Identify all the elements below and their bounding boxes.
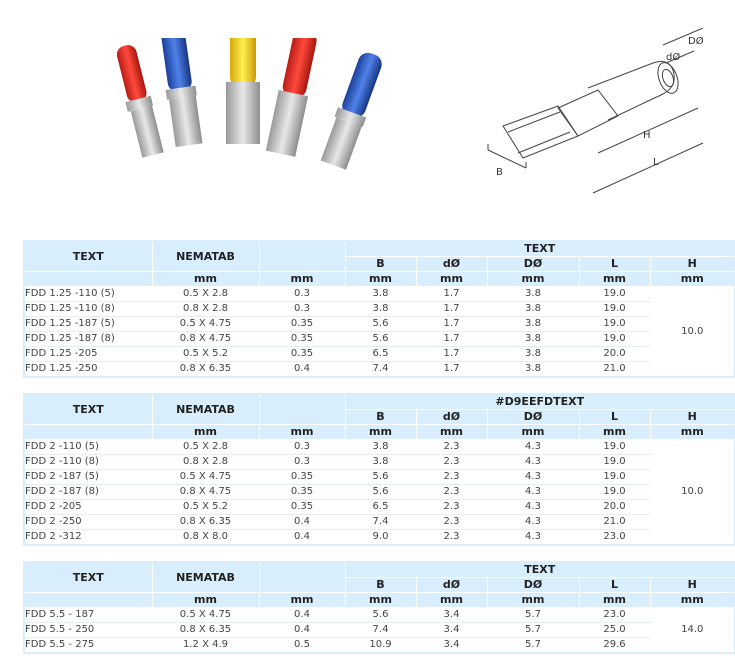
cell-nematab: 0.5 X 5.2 <box>152 500 259 515</box>
table-row <box>24 638 735 654</box>
cell-nematab: 0.8 X 6.35 <box>152 362 259 378</box>
cell-B: 5.6 <box>345 332 416 347</box>
cell-thickness: 0.3 <box>259 302 345 317</box>
unit-D: mm <box>487 593 579 608</box>
cell-L: 20.0 <box>579 347 650 362</box>
header-type: TEXT <box>24 394 152 425</box>
unit-L: mm <box>579 272 650 287</box>
cell-type: FDD 1.25 -250 <box>24 362 152 378</box>
cell-D: 4.3 <box>487 440 579 455</box>
cell-D: 3.8 <box>487 332 579 347</box>
header-d: dØ <box>416 578 487 593</box>
cell-d: 2.3 <box>416 485 487 500</box>
cell-type: FDD 2 -312 <box>24 530 152 546</box>
cell-d: 1.7 <box>416 317 487 332</box>
cell-B: 5.6 <box>345 608 416 623</box>
cell-D: 3.8 <box>487 287 579 302</box>
cell-nematab: 0.8 X 2.8 <box>152 302 259 317</box>
cell-d: 3.4 <box>416 608 487 623</box>
cell-L: 19.0 <box>579 485 650 500</box>
cell-d: 1.7 <box>416 362 487 378</box>
unit-empty <box>24 272 152 287</box>
cell-H: 10.0 <box>650 287 735 378</box>
cell-L: 20.0 <box>579 500 650 515</box>
cell-thickness: 0.35 <box>259 332 345 347</box>
cell-B: 7.4 <box>345 515 416 530</box>
cell-L: 21.0 <box>579 515 650 530</box>
label-H: H <box>643 130 651 141</box>
cell-d: 2.3 <box>416 500 487 515</box>
unit-d: mm <box>416 593 487 608</box>
spec-table-1 <box>23 240 735 378</box>
unit-d: mm <box>416 425 487 440</box>
cell-type: FDD 2 -110 (5) <box>24 440 152 455</box>
header-thickness <box>259 241 345 272</box>
cell-nematab: 0.5 X 2.8 <box>152 287 259 302</box>
cell-B: 5.6 <box>345 470 416 485</box>
cell-H: 14.0 <box>650 608 735 654</box>
header-type: TEXT <box>24 562 152 593</box>
cell-d: 1.7 <box>416 347 487 362</box>
cell-d: 2.3 <box>416 515 487 530</box>
cell-L: 19.0 <box>579 287 650 302</box>
cell-nematab: 0.8 X 6.35 <box>152 515 259 530</box>
cell-D: 4.3 <box>487 485 579 500</box>
table-row <box>24 362 735 378</box>
header-d: dØ <box>416 410 487 425</box>
unit-d: mm <box>416 272 487 287</box>
cell-B: 5.6 <box>345 317 416 332</box>
cell-nematab: 0.8 X 2.8 <box>152 455 259 470</box>
unit-H: mm <box>650 593 735 608</box>
cell-d: 3.4 <box>416 638 487 654</box>
unit-thickness: mm <box>259 425 345 440</box>
cell-thickness: 0.35 <box>259 500 345 515</box>
cell-type: FDD 2 -205 <box>24 500 152 515</box>
cell-thickness: 0.35 <box>259 317 345 332</box>
cell-thickness: 0.4 <box>259 515 345 530</box>
label-D: DØ <box>688 36 704 47</box>
table-row <box>24 317 735 332</box>
header-D: DØ <box>487 257 579 272</box>
cell-nematab: 1.2 X 4.9 <box>152 638 259 654</box>
table-row <box>24 530 735 546</box>
unit-L: mm <box>579 425 650 440</box>
cell-nematab: 0.5 X 5.2 <box>152 347 259 362</box>
label-L: L <box>653 157 659 168</box>
unit-H: mm <box>650 425 735 440</box>
cell-d: 2.3 <box>416 455 487 470</box>
header-nematab: NEMATAB <box>152 394 259 425</box>
spec-table-3 <box>23 561 735 654</box>
cell-D: 5.7 <box>487 623 579 638</box>
header-title: TEXT <box>345 562 735 578</box>
table-row <box>24 485 735 500</box>
cell-thickness: 0.4 <box>259 362 345 378</box>
unit-empty <box>24 593 152 608</box>
cell-L: 29.6 <box>579 638 650 654</box>
cell-thickness: 0.5 <box>259 638 345 654</box>
table-row <box>24 332 735 347</box>
cell-B: 7.4 <box>345 362 416 378</box>
cell-B: 3.8 <box>345 287 416 302</box>
cell-type: FDD 1.25 -187 (8) <box>24 332 152 347</box>
header-B: B <box>345 410 416 425</box>
product-imagery <box>0 0 735 232</box>
header-thickness <box>259 562 345 593</box>
header-title: #D9EEFDTEXT <box>345 394 735 410</box>
header-H: H <box>650 410 735 425</box>
header-B: B <box>345 257 416 272</box>
cell-type: FDD 2 -110 (8) <box>24 455 152 470</box>
cell-d: 2.3 <box>416 440 487 455</box>
cell-D: 3.8 <box>487 302 579 317</box>
cell-nematab: 0.5 X 4.75 <box>152 608 259 623</box>
cell-L: 19.0 <box>579 440 650 455</box>
cell-L: 19.0 <box>579 332 650 347</box>
unit-D: mm <box>487 425 579 440</box>
cell-type: FDD 1.25 -110 (8) <box>24 302 152 317</box>
header-type: TEXT <box>24 241 152 272</box>
unit-B: mm <box>345 425 416 440</box>
cell-nematab: 0.5 X 4.75 <box>152 317 259 332</box>
cell-d: 2.3 <box>416 470 487 485</box>
cell-D: 5.7 <box>487 638 579 654</box>
header-L: L <box>579 410 650 425</box>
header-title: TEXT <box>345 241 735 257</box>
cell-thickness: 0.4 <box>259 623 345 638</box>
cell-B: 9.0 <box>345 530 416 546</box>
cell-L: 19.0 <box>579 302 650 317</box>
cell-nematab: 0.5 X 2.8 <box>152 440 259 455</box>
cell-type: FDD 5.5 - 250 <box>24 623 152 638</box>
table-row <box>24 287 735 302</box>
cell-L: 19.0 <box>579 470 650 485</box>
header-H: H <box>650 578 735 593</box>
header-B: B <box>345 578 416 593</box>
table-row <box>24 515 735 530</box>
cell-d: 1.7 <box>416 287 487 302</box>
header-L: L <box>579 578 650 593</box>
unit-H: mm <box>650 272 735 287</box>
cell-B: 7.4 <box>345 623 416 638</box>
cell-type: FDD 1.25 -110 (5) <box>24 287 152 302</box>
cell-L: 19.0 <box>579 455 650 470</box>
cell-d: 1.7 <box>416 302 487 317</box>
cell-type: FDD 5.5 - 187 <box>24 608 152 623</box>
unit-L: mm <box>579 593 650 608</box>
label-B: B <box>496 167 503 178</box>
cell-nematab: 0.8 X 6.35 <box>152 623 259 638</box>
cell-B: 5.6 <box>345 485 416 500</box>
terminals-photo <box>80 38 420 183</box>
cell-H: 10.0 <box>650 440 735 546</box>
unit-nematab: mm <box>152 272 259 287</box>
table-row <box>24 455 735 470</box>
header-nematab: NEMATAB <box>152 241 259 272</box>
header-H: H <box>650 257 735 272</box>
cell-D: 3.8 <box>487 317 579 332</box>
cell-L: 23.0 <box>579 608 650 623</box>
cell-B: 10.9 <box>345 638 416 654</box>
cell-nematab: 0.8 X 4.75 <box>152 332 259 347</box>
cell-D: 3.8 <box>487 347 579 362</box>
cell-B: 3.8 <box>345 440 416 455</box>
cell-type: FDD 2 -187 (5) <box>24 470 152 485</box>
unit-thickness: mm <box>259 272 345 287</box>
header-nematab: NEMATAB <box>152 562 259 593</box>
cell-thickness: 0.35 <box>259 470 345 485</box>
cell-D: 4.3 <box>487 530 579 546</box>
cell-nematab: 0.8 X 8.0 <box>152 530 259 546</box>
cell-d: 1.7 <box>416 332 487 347</box>
table-row <box>24 302 735 317</box>
cell-D: 3.8 <box>487 362 579 378</box>
spec-table-2 <box>23 393 735 546</box>
cell-type: FDD 1.25 -205 <box>24 347 152 362</box>
cell-thickness: 0.35 <box>259 485 345 500</box>
cell-thickness: 0.4 <box>259 608 345 623</box>
label-d: dØ <box>666 52 681 63</box>
cell-B: 3.8 <box>345 302 416 317</box>
unit-B: mm <box>345 593 416 608</box>
table-row <box>24 500 735 515</box>
cell-B: 6.5 <box>345 500 416 515</box>
cell-D: 5.7 <box>487 608 579 623</box>
cell-d: 3.4 <box>416 623 487 638</box>
header-d: dØ <box>416 257 487 272</box>
unit-nematab: mm <box>152 593 259 608</box>
cell-thickness: 0.35 <box>259 347 345 362</box>
unit-B: mm <box>345 272 416 287</box>
cell-D: 4.3 <box>487 470 579 485</box>
table-row <box>24 623 735 638</box>
unit-thickness: mm <box>259 593 345 608</box>
unit-nematab: mm <box>152 425 259 440</box>
cell-thickness: 0.4 <box>259 530 345 546</box>
header-D: DØ <box>487 578 579 593</box>
unit-empty <box>24 425 152 440</box>
cell-L: 23.0 <box>579 530 650 546</box>
cell-d: 2.3 <box>416 530 487 546</box>
unit-D: mm <box>487 272 579 287</box>
dimension-drawing <box>478 28 718 198</box>
table-row <box>24 608 735 623</box>
cell-B: 3.8 <box>345 455 416 470</box>
cell-type: FDD 5.5 - 275 <box>24 638 152 654</box>
table-row <box>24 470 735 485</box>
cell-D: 4.3 <box>487 500 579 515</box>
cell-B: 6.5 <box>345 347 416 362</box>
cell-thickness: 0.3 <box>259 287 345 302</box>
cell-D: 4.3 <box>487 455 579 470</box>
cell-thickness: 0.3 <box>259 440 345 455</box>
header-L: L <box>579 257 650 272</box>
header-thickness <box>259 394 345 425</box>
cell-type: FDD 2 -250 <box>24 515 152 530</box>
cell-type: FDD 1.25 -187 (5) <box>24 317 152 332</box>
cell-L: 25.0 <box>579 623 650 638</box>
cell-type: FDD 2 -187 (8) <box>24 485 152 500</box>
table-row <box>24 347 735 362</box>
cell-nematab: 0.8 X 4.75 <box>152 485 259 500</box>
cell-thickness: 0.3 <box>259 455 345 470</box>
cell-L: 21.0 <box>579 362 650 378</box>
cell-L: 19.0 <box>579 317 650 332</box>
cell-D: 4.3 <box>487 515 579 530</box>
table-row <box>24 440 735 455</box>
cell-nematab: 0.5 X 4.75 <box>152 470 259 485</box>
header-D: DØ <box>487 410 579 425</box>
